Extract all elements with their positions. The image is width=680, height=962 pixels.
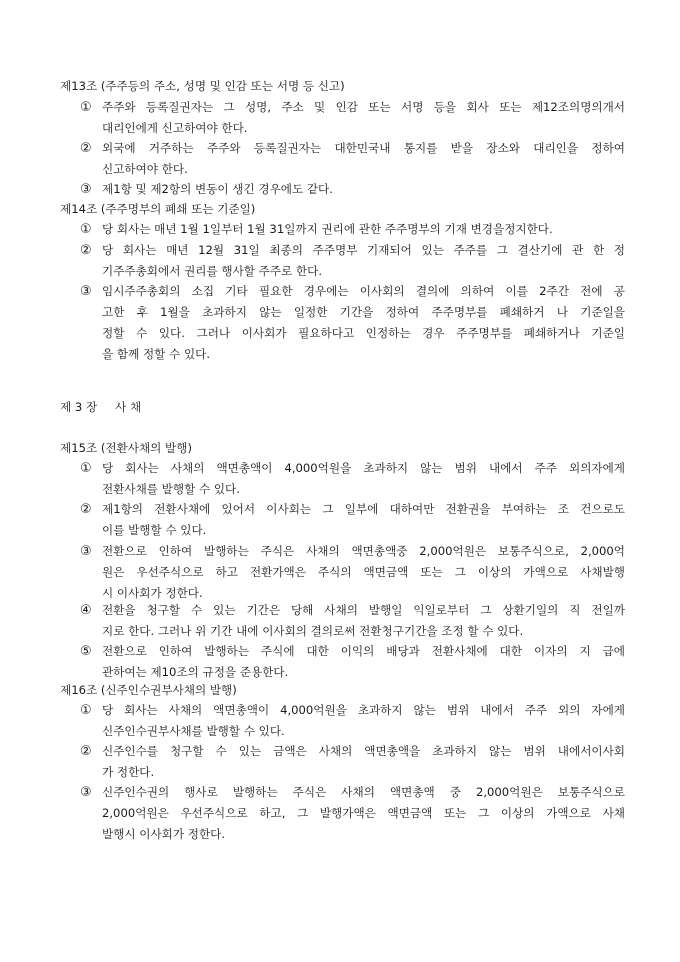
article-14-item-2: ② 당 회사는 매년 12월 31일 최종의 주주명부 기재되어 있는 주주를 그 결산기에 관 한 정 기주주총회에서 권리를 행사할 주주로 한다. <box>80 243 625 278</box>
chapter-title: 사 채 <box>115 400 142 414</box>
article-13-item-2: ② 외국에 거주하는 주주와 등록질권자는 대한민국내 통지를 받을 장소와 대리인을 정하여 신고하여야 한다. <box>80 141 625 176</box>
article-14-item-3: ③ 임시주주총회의 소집 기타 필요한 경우에는 이사회의 결의에 의하여 이를 2주간 전에 공 고한 후 1월을 초과하지 않는 일정한 기간을 정하여 주주명부를 폐쇄하거 나 기준일을 정할 수 있다. 그러나 이사회가 필요하다고 인정하는 경우 주주명부를 폐쇄하거나 기준일 을 함께 정할 수 있다. <box>80 284 625 361</box>
article-13-item-3: ③ 제1항 및 제2항의 변동이 생긴 경우에도 같다. <box>80 182 333 197</box>
article-15-item-2: ② 제1항의 전환사채에 있어서 이사회는 그 일부에 대하여만 전환권을 부여하는 조 건으로도 이를 발행할 수 있다. <box>80 502 625 537</box>
article-13-item-1: ① 주주와 등록질권자는 그 성명, 주소 및 인감 또는 서명 등을 회사 또는 제12조의명의개서 대리인에게 신고하여야 한다. <box>80 100 625 135</box>
article-14-title: 제14조 (주주명부의 폐쇄 또는 기준일) <box>60 202 256 216</box>
article-16-item-3: ③ 신주인수권의 행사로 발행하는 주식은 사채의 액면총액 중 2,000억원은 보통주식으로 2,000억원은 우선주식으로 하고, 그 발행가액은 액면금액 또는 그 이상의 가액으로 사채 발행시 이사회가 정한다. <box>80 785 625 841</box>
chapter-heading <box>60 397 141 417</box>
article-15-item-3: ③ 전환으로 인하여 발행하는 주식은 사채의 액면총액중 2,000억원은 보통주식으로, 2,000억 원은 우선주식으로 하고 전환가액은 주식의 액면금액 또는 그 이상의 가액으로 사채발행 시 이사회가 정한다. <box>80 544 625 600</box>
article-15-title: 제15조 (전환사채의 발행) <box>60 441 192 455</box>
article-14-item-1: ① 당 회사는 매년 1월 1일부터 1월 31일까지 권리에 관한 주주명부의 기재 변경을정지한다. <box>80 222 553 237</box>
article-15-item-4: ④ 전환을 청구할 수 있는 기간은 당해 사채의 발행일 익일로부터 그 상환기일의 직 전일까 지로 한다. 그러나 위 기간 내에 이사회의 결의로써 전환청구기간을 조정 할 수 있다. <box>80 603 625 638</box>
article-16-item-1: ① 당 회사는 사채의 액면총액이 4,000억원을 초과하지 않는 범위 내에서 주주 외의 자에게 신주인수권부사채를 발행할 수 있다. <box>80 703 625 738</box>
article-16-title: 제16조 (신주인수권부사채의 발행) <box>60 683 237 697</box>
article-16-item-2: ② 신주인수를 청구할 수 있는 금액은 사채의 액면총액을 초과하지 않는 범위 내에서이사회 가 정한다. <box>80 744 625 779</box>
chapter-number: 제 3 장 <box>60 400 98 414</box>
article-15-item-1: ① 당 회사는 사채의 액면총액이 4,000억원을 초과하지 않는 범위 내에서 주주 외의자에게 전환사채를 발행할 수 있다. <box>80 461 625 496</box>
article-13-title: 제13조 (주주등의 주소, 성명 및 인감 또는 서명 등 신고) <box>60 79 345 93</box>
article-15-item-5: ⑤ 전환으로 인하여 발행하는 주식에 대한 이익의 배당과 전환사채에 대한 이자의 지 급에 관하여는 제10조의 규정을 준용한다. <box>80 644 625 679</box>
